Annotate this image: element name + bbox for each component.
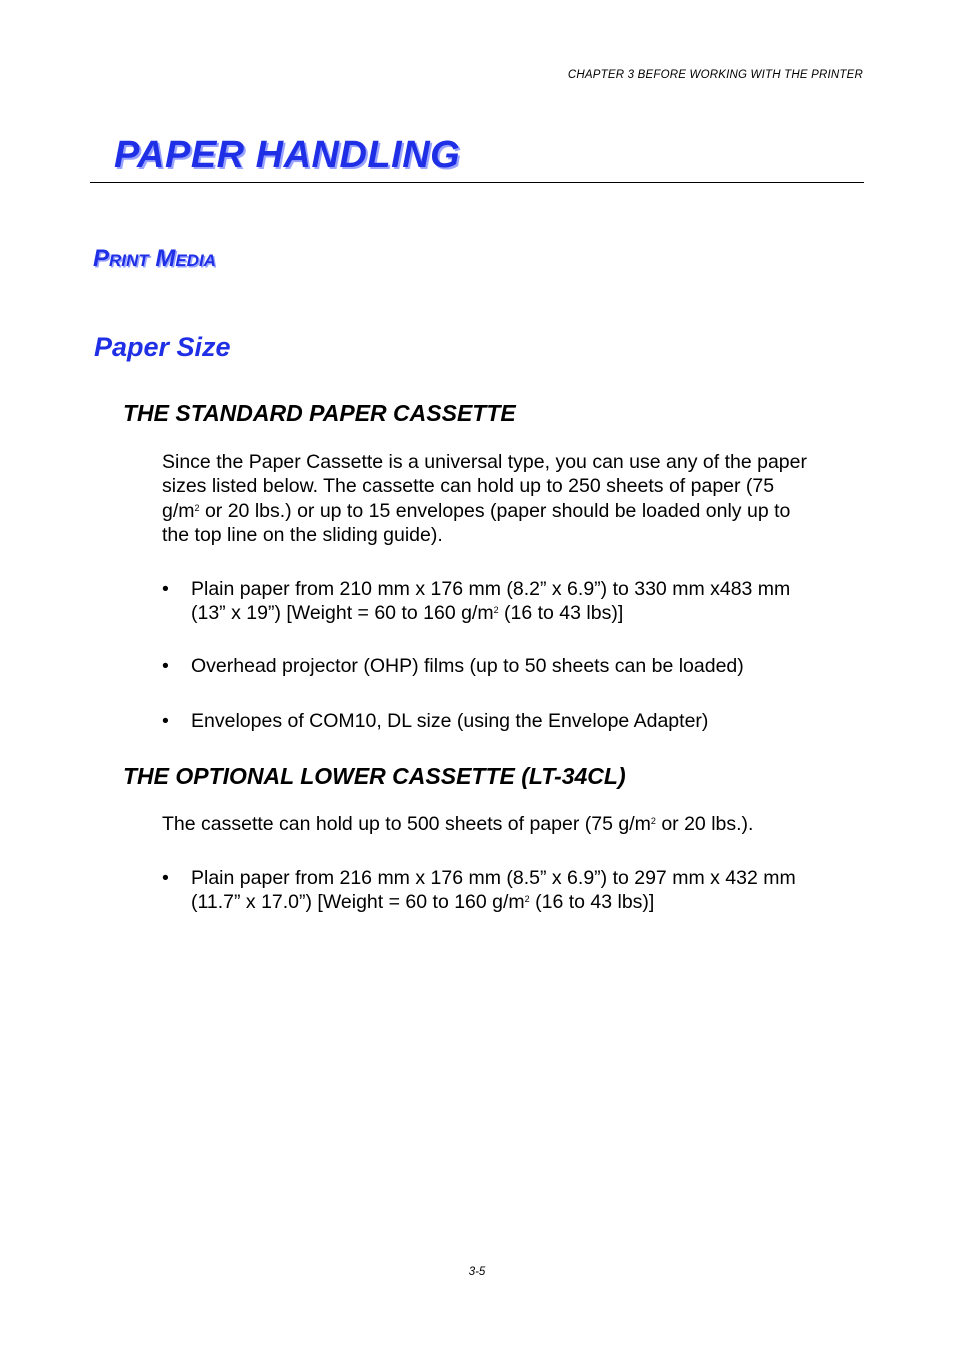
list-item-text: [191, 577, 862, 626]
para-line: g/m: [162, 499, 195, 522]
para-line: the top line on the sliding guide).: [162, 523, 443, 546]
bullet-icon: •: [162, 655, 169, 677]
list-item: [162, 709, 862, 733]
list-item: [162, 866, 862, 915]
list-item: [162, 654, 862, 678]
chapter-title: PAPER HANDLING: [114, 134, 461, 176]
title-rule: [90, 182, 864, 183]
para-line: or 20 lbs.) or up to 15 envelopes (paper should be loaded only up to: [199, 499, 791, 522]
list-item-line: Plain paper from 210 mm x 176 mm (8.2” x 6.9”) to 330 mm x483 mm: [191, 578, 791, 600]
standard-cassette-paragraph: [162, 450, 862, 547]
optional-cassette-heading: THE OPTIONAL LOWER CASSETTE (LT-34CL): [123, 763, 626, 789]
list-item-text: Envelopes of COM10, DL size (using the Envelope Adapter): [191, 710, 709, 732]
list-item-line: Plain paper from 216 mm x 176 mm (8.5” x 6.9”) to 297 mm x 432 mm: [191, 867, 796, 889]
bullet-icon: •: [162, 578, 169, 600]
list-item-text: [191, 866, 862, 915]
section-title: Print Media: [93, 245, 216, 272]
optional-cassette-paragraph: [162, 812, 862, 836]
page-number: 3-5: [468, 1266, 486, 1278]
bullet-icon: •: [162, 867, 169, 889]
list-item-line: (11.7” x 17.0”) [Weight = 60 to 160 g/m: [191, 891, 525, 914]
superscript: 2: [524, 894, 530, 905]
superscript: 2: [493, 605, 499, 616]
para-line: Since the Paper Cassette is a universal type, you can use any of the paper: [162, 451, 807, 473]
list-item-line: (16 to 43 lbs)]: [529, 891, 655, 914]
subsection-title: Paper Size: [94, 332, 231, 362]
list-item-line: (16 to 43 lbs)]: [498, 602, 624, 625]
standard-cassette-heading: THE STANDARD PAPER CASSETTE: [123, 400, 516, 426]
superscript: 2: [194, 502, 200, 513]
superscript: 2: [650, 816, 656, 826]
para-line: sizes listed below. The cassette can hold up to 250 sheets of paper (75: [162, 475, 775, 498]
para-line: The cassette can hold up to 500 sheets of paper (75 g/m: [162, 813, 651, 835]
para-line: or 20 lbs.).: [655, 813, 754, 835]
list-item-line: (13” x 19”) [Weight = 60 to 160 g/m: [191, 602, 494, 625]
running-header: CHAPTER 3 BEFORE WORKING WITH THE PRINTER: [567, 69, 863, 81]
list-item: [162, 577, 862, 626]
bullet-icon: •: [162, 710, 169, 732]
list-item-text: Overhead projector (OHP) films (up to 50 sheets can be loaded): [191, 655, 744, 677]
